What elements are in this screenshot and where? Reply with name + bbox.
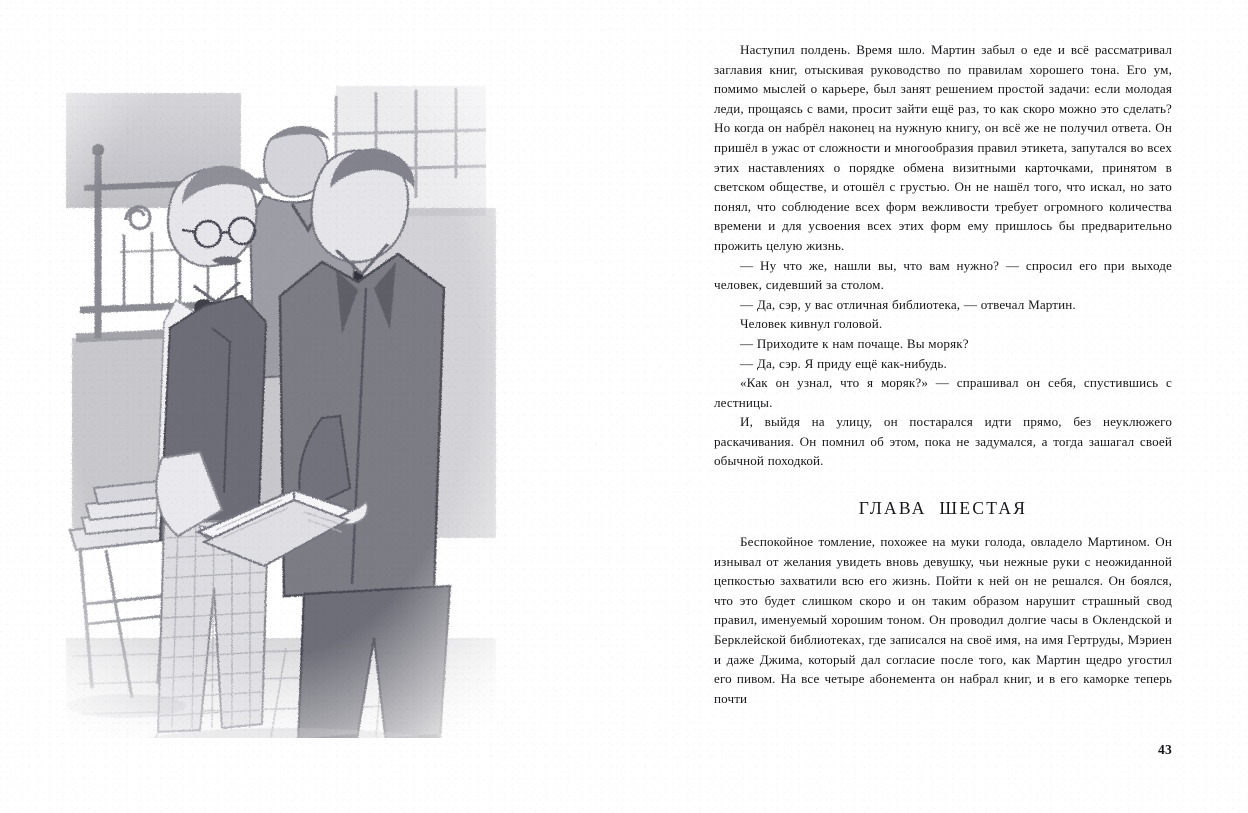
paragraph: Беспокойное томление, похожее на муки голода, овладело Мартином. Он изнывал от желания увидеть вновь девушку, чьи нежные руки с неожиданной цепкостью захватили всю его жизнь. Пойти к ней он не решался. Он боялся, что это будет слишком скоро и он таким образом нарушит страшный свод правил, именуемый хорошим тоном. Он проводил долгие часы в Оклендской и Берклейской библиотеках, где записался на своё имя, на имя Гертруды, Мэриен и даже Джима, который дал согласие после того, как Мартин щедро угостил его пивом. На все четыре абонемента он набрал книг, и в его каморке теперь почти xyxy=(714,534,1172,706)
dialogue-line: — Приходите к нам почаще. Вы моряк? xyxy=(740,335,969,351)
paragraph: И, выйдя на улицу, он постарался идти прямо, без неуклюжего раскачивания. Он помнил об этом, пока не задумался, а тогда зашагал своей обычной походкой. xyxy=(714,414,1172,469)
paragraph: Наступил полдень. Время шло. Мартин забыл о еде и всё рассматривал заглавия книг, отыскивая руководство по правилам хорошего тона. Его ум, помимо мыслей о карьере, был занят решением простой задачи: если молодая леди, прощаясь с вами, просит зайти ещё раз, то как скоро можно это сделать? Но когда он набрёл наконец на нужную книгу, он всё же не получил ответа. Он пришёл в ужас от сложности и многообразия правил этикета, запутался во всех этих наставлениях о порядке обмена визитными карточками, принятом в светском обществе, и отошёл с грустью. Он не нашёл того, что искал, но зато понял, что соблюдение всех форм вежливости требует огромного количества времени и для усвоения всех этих форм ему пришлось бы предварительно прожить целую жизнь. xyxy=(714,42,1172,253)
dialogue-line: — Да, сэр, у вас отличная библиотека, — отвечал Мартин. xyxy=(740,296,1076,312)
pencil-illustration xyxy=(36,38,506,738)
illustration-artwork xyxy=(36,38,506,738)
chapter-heading: ГЛАВА ШЕСТАЯ xyxy=(858,498,1028,519)
page-number: 43 xyxy=(1157,742,1172,757)
body-text-column xyxy=(714,40,1172,708)
text-page xyxy=(624,0,1248,813)
dialogue-line: Человек кивнул головой. xyxy=(740,316,883,332)
dialogue-line: — Ну что же, нашли вы, что вам нужно? — спросил его при выходе человек, сидевший за столом. xyxy=(714,257,1172,293)
dialogue-line: «Как он узнал, что я моряк?» — спрашивал он себя, спустившись с лестницы. xyxy=(714,375,1172,410)
dialogue-line: — Да, сэр. Я приду ещё как-нибудь. xyxy=(740,355,947,371)
